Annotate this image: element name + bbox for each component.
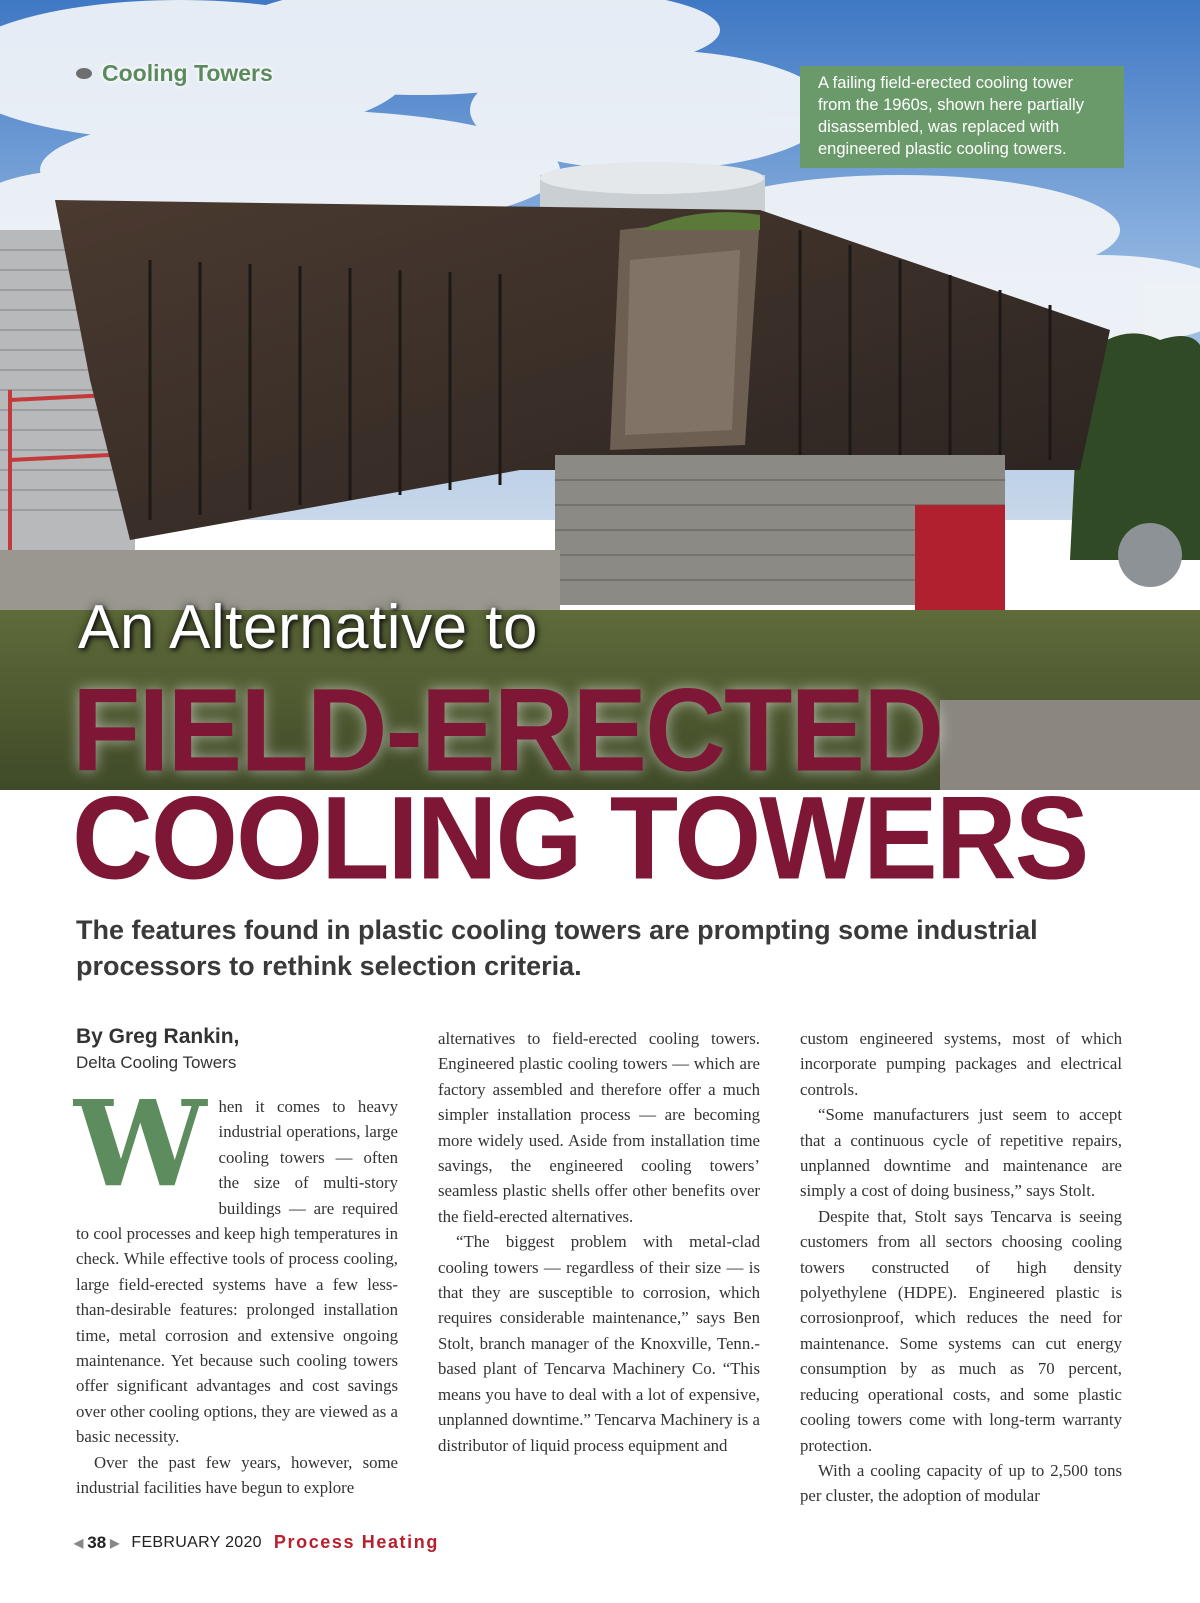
- headline-kicker: An Alternative to: [78, 593, 538, 662]
- author-affiliation: Delta Cooling Towers: [76, 1053, 237, 1072]
- photo-caption-text: A failing field-erected cooling tower from the 1960s, shown here partially disassembled, was replaced with engineered plastic cooling towers.: [818, 74, 1084, 158]
- body-paragraph: Despite that, Stolt says Tencarva is seeing customers from all sectors choosing cooling towers constructed of high density polyethylene (HDPE). Engineered plastic is corrosionproof, which reduces the need for maintenance. Some systems can cut energy consumption by as much as 70 percent, reducing operational costs, and some plastic cooling towers come with long-term warranty protection.: [800, 1206, 1122, 1455]
- magazine-name: Process Heating: [273, 1532, 439, 1552]
- section-label: Cooling Towers: [102, 60, 273, 86]
- body-paragraph: “The biggest problem with metal-clad cooling towers — regardless of their size — is that they are susceptible to corrosion, which requires considerable maintenance,” says Ben Stolt, branch manager of the Knoxville, Tenn.-based plant of Tencarva Machinery Co. “This means you have to deal with a lot of expensive, unplanned downtime.” Tencarva Machinery is a distributor of liquid process equipment and: [438, 1232, 760, 1455]
- section-tag: [76, 60, 273, 87]
- headline-line-1: FIELD-ERECTED: [72, 664, 942, 796]
- page-number-value: 38: [87, 1532, 107, 1552]
- article-column-3: [800, 1026, 1122, 1509]
- right-triangle-icon: ▶: [110, 1535, 120, 1550]
- left-triangle-icon: ◀: [74, 1535, 84, 1550]
- page-footer: [74, 1532, 439, 1553]
- photo-caption: [800, 66, 1124, 168]
- headline-line-2: COOLING TOWERS: [72, 772, 1088, 904]
- body-paragraph: alternatives to field-erected cooling towers. Engineered plastic cooling towers — which are factory assembled and therefore offer a much simpler installation process — are becoming more widely used. Aside from installation time savings, the engineered cooling towers’ seamless plastic shells offer other benefits over the field-erected alternatives.: [438, 1029, 760, 1226]
- issue-date: FEBRUARY 2020: [131, 1533, 262, 1551]
- body-paragraph: With a cooling capacity of up to 2,500 tons per cluster, the adoption of modular: [800, 1460, 1122, 1506]
- page-number: [74, 1533, 119, 1553]
- body-text: hen it comes to heavy industrial operations, large cooling towers — often the size of multi-story buildings — are required to cool processes and keep high temperatures in check. While effective tools of process cooling, large field-erected systems have a few less-than-desirable features: prolonged installation time, metal corrosion and extensive ongoing maintenance. Yet because such cooling towers offer significant advantages and cost savings over other cooling options, they are viewed as a basic necessity.: [76, 1097, 398, 1447]
- article-column-1: [76, 1024, 398, 1501]
- article-column-2: [438, 1026, 760, 1458]
- section-bullet-icon: [76, 68, 92, 79]
- body-paragraph: custom engineered systems, most of which incorporate pumping packages and electrical controls.: [800, 1029, 1122, 1099]
- body-paragraph: [74, 1074, 398, 1450]
- article-deck: The features found in plastic cooling towers are prompting some industrial processors to rethink selection criteria.: [76, 915, 1038, 981]
- drop-cap: W: [74, 1074, 207, 1213]
- body-paragraph: Over the past few years, however, some industrial facilities have begun to explore: [76, 1452, 398, 1498]
- author-byline: By Greg Rankin,: [76, 1025, 240, 1048]
- body-paragraph: “Some manufacturers just seem to accept that a continuous cycle of repetitive repairs, unplanned downtime and maintenance are simply a cost of doing business,” says Stolt.: [800, 1105, 1122, 1201]
